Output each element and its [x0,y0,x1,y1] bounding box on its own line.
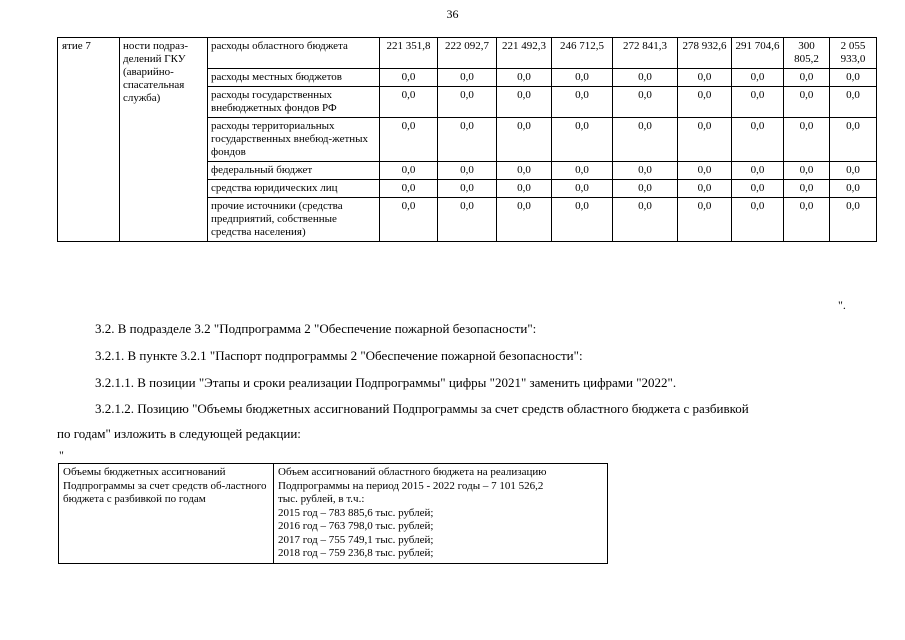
paragraph-3-2-1-1: 3.2.1.1. В позиции "Этапы и сроки реализации Подпрограммы" цифры "2021" заменить цифрами "2022". [95,375,677,390]
value-cell: 0,0 [678,198,732,242]
value-cell: 0,0 [438,69,497,87]
page-number: 36 [446,7,459,21]
value-cell: 0,0 [613,69,678,87]
value-cell: 0,0 [497,69,552,87]
allocation-table [58,463,608,564]
value-cell: 0,0 [830,118,877,162]
funding-source-cell: прочие источники (средства предприятий, собственные средства населения) [208,198,380,242]
allocation-line-2018: 2018 год – 759 236,8 тыс. рублей; [278,547,434,559]
value-cell: 221 351,8 [380,38,438,69]
value-cell: 0,0 [830,198,877,242]
value-cell: 221 492,3 [497,38,552,69]
value-cell: 0,0 [678,87,732,118]
value-cell: 0,0 [380,118,438,162]
value-cell: 0,0 [380,69,438,87]
value-cell: 0,0 [784,69,830,87]
event-description-cell: ности подраз-делений ГКУ (аварийно-спасательная служба) [120,38,208,242]
value-cell: 0,0 [438,162,497,180]
value-cell: 0,0 [438,118,497,162]
allocation-label: Объемы бюджетных ассигнований Подпрограммы за счет средств об-ластного бюджета с разбивкой по годам [59,464,274,564]
value-cell: 0,0 [830,162,877,180]
value-cell: 0,0 [678,118,732,162]
funding-source-cell: федеральный бюджет [208,162,380,180]
value-cell: 0,0 [497,87,552,118]
value-cell: 0,0 [830,87,877,118]
value-cell: 0,0 [552,198,613,242]
value-cell: 0,0 [497,162,552,180]
value-cell: 0,0 [732,87,784,118]
value-cell: 300 805,2 [784,38,830,69]
value-cell: 0,0 [784,198,830,242]
paragraph-3-2-1-2: 3.2.1.2. Позицию "Объемы бюджетных ассигнований Подпрограммы за счет средств областного бюджета с разбивкой [95,401,749,416]
funding-source-cell: расходы областного бюджета [208,38,380,69]
value-cell: 222 092,7 [438,38,497,69]
value-cell: 0,0 [380,198,438,242]
value-cell: 0,0 [552,118,613,162]
opening-quote: " [59,448,64,462]
allocation-row [59,464,608,564]
value-cell: 0,0 [380,162,438,180]
value-cell: 0,0 [613,180,678,198]
value-cell: 0,0 [613,198,678,242]
budget-row [58,38,877,69]
value-cell: 0,0 [784,87,830,118]
value-cell: 0,0 [438,180,497,198]
value-cell: 0,0 [438,198,497,242]
value-cell: 0,0 [784,118,830,162]
value-cell: 0,0 [678,180,732,198]
value-cell: 246 712,5 [552,38,613,69]
allocation-line-2017: 2017 год – 755 749,1 тыс. рублей; [278,533,434,546]
value-cell: 0,0 [732,162,784,180]
value-cell: 0,0 [613,87,678,118]
allocation-line: Подпрограммы на период 2015 - 2022 годы – 7 101 526,2 [278,479,544,492]
event-number-cell: ятие 7 [58,38,120,242]
value-cell: 0,0 [613,162,678,180]
allocation-value [274,464,608,564]
value-cell: 0,0 [678,162,732,180]
value-cell: 0,0 [497,118,552,162]
value-cell: 272 841,3 [613,38,678,69]
funding-source-cell: расходы государственных внебюджетных фондов РФ [208,87,380,118]
paragraph-3-2-1-2-continuation: по годам" изложить в следующей редакции: [57,426,301,441]
value-cell: 0,0 [552,162,613,180]
value-cell: 0,0 [552,180,613,198]
value-cell: 0,0 [830,180,877,198]
budget-table [57,37,877,242]
value-cell: 0,0 [732,118,784,162]
value-cell: 0,0 [497,198,552,242]
value-cell: 0,0 [732,198,784,242]
value-cell: 0,0 [830,69,877,87]
value-cell: 0,0 [552,87,613,118]
value-cell: 0,0 [497,180,552,198]
paragraph-3-2-1: 3.2.1. В пункте 3.2.1 "Паспорт подпрограммы 2 "Обеспечение пожарной безопасности": [95,348,583,363]
value-cell: 0,0 [552,69,613,87]
value-cell: 0,0 [732,69,784,87]
budget-table-body [58,38,877,242]
value-cell: 0,0 [678,69,732,87]
closing-quote: ". [838,298,846,312]
value-cell: 0,0 [380,180,438,198]
value-cell: 0,0 [613,118,678,162]
value-cell: 278 932,6 [678,38,732,69]
value-cell: 291 704,6 [732,38,784,69]
paragraph-3-2: 3.2. В подразделе 3.2 "Подпрограмма 2 "Обеспечение пожарной безопасности": [95,321,537,336]
value-cell: 0,0 [784,162,830,180]
value-cell: 2 055 933,0 [830,38,877,69]
allocation-line: тыс. рублей, в т.ч.: [278,493,365,505]
funding-source-cell: расходы местных бюджетов [208,69,380,87]
funding-source-cell: средства юридических лиц [208,180,380,198]
value-cell: 0,0 [438,87,497,118]
allocation-line-2015: 2015 год – 783 885,6 тыс. рублей; [278,506,434,519]
funding-source-cell: расходы территориальных государственных внебюд-жетных фондов [208,118,380,162]
value-cell: 0,0 [784,180,830,198]
value-cell: 0,0 [732,180,784,198]
allocation-line: Объем ассигнований областного бюджета на реализацию [278,466,547,478]
allocation-line-2016: 2016 год – 763 798,0 тыс. рублей; [278,520,434,532]
value-cell: 0,0 [380,87,438,118]
